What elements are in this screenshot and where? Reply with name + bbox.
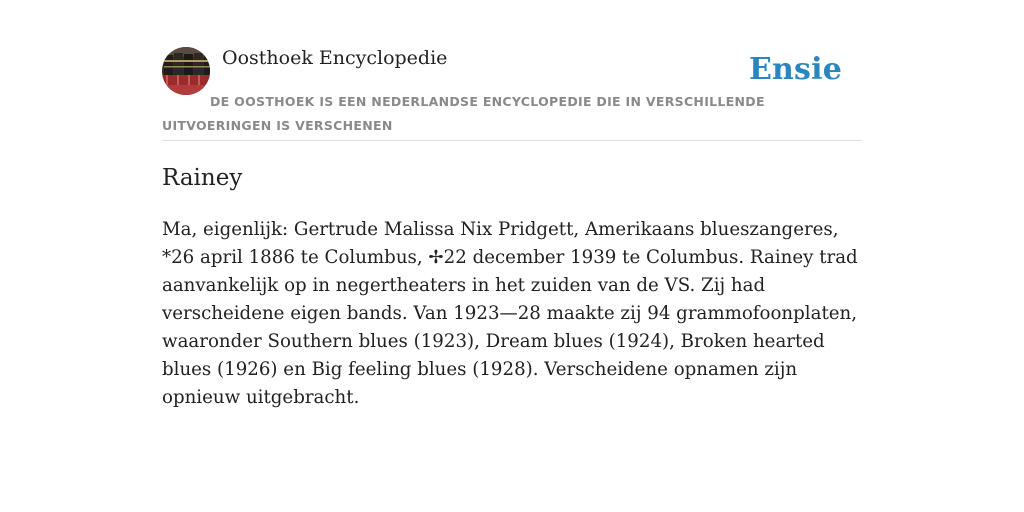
site-title[interactable]: Oosthoek Encyclopedie: [222, 47, 448, 69]
brand-logo[interactable]: Ensie: [748, 52, 842, 87]
site-tagline: DE OOSTHOEK IS EEN NEDERLANDSE ENCYCLOPEDIE DIE IN VERSCHILLENDE UITVOERINGEN IS VERSCHENEN: [162, 94, 765, 133]
site-avatar[interactable]: [162, 47, 210, 95]
entry-title: Rainey: [162, 165, 243, 191]
entry-body: Ma, eigenlijk: Gertrude Malissa Nix Pridgett, Amerikaans blueszangeres, *26 april 1886 te Columbus, ✢22 december 1939 te Columbus. Rainey trad aanvankelijk op in negertheaters in het zuiden van de VS. Zij had verscheidene eigen bands. Van 1923—28 maakte zij 94 grammofoonplaten, waaronder Southern blues (1923), Dream blues (1924), Broken hearted blues (1926) en Big feeling blues (1928). Verscheidene opnamen zijn opnieuw uitgebracht.: [162, 219, 858, 408]
site-header: [162, 46, 862, 141]
book-spines-icon: [162, 47, 210, 95]
